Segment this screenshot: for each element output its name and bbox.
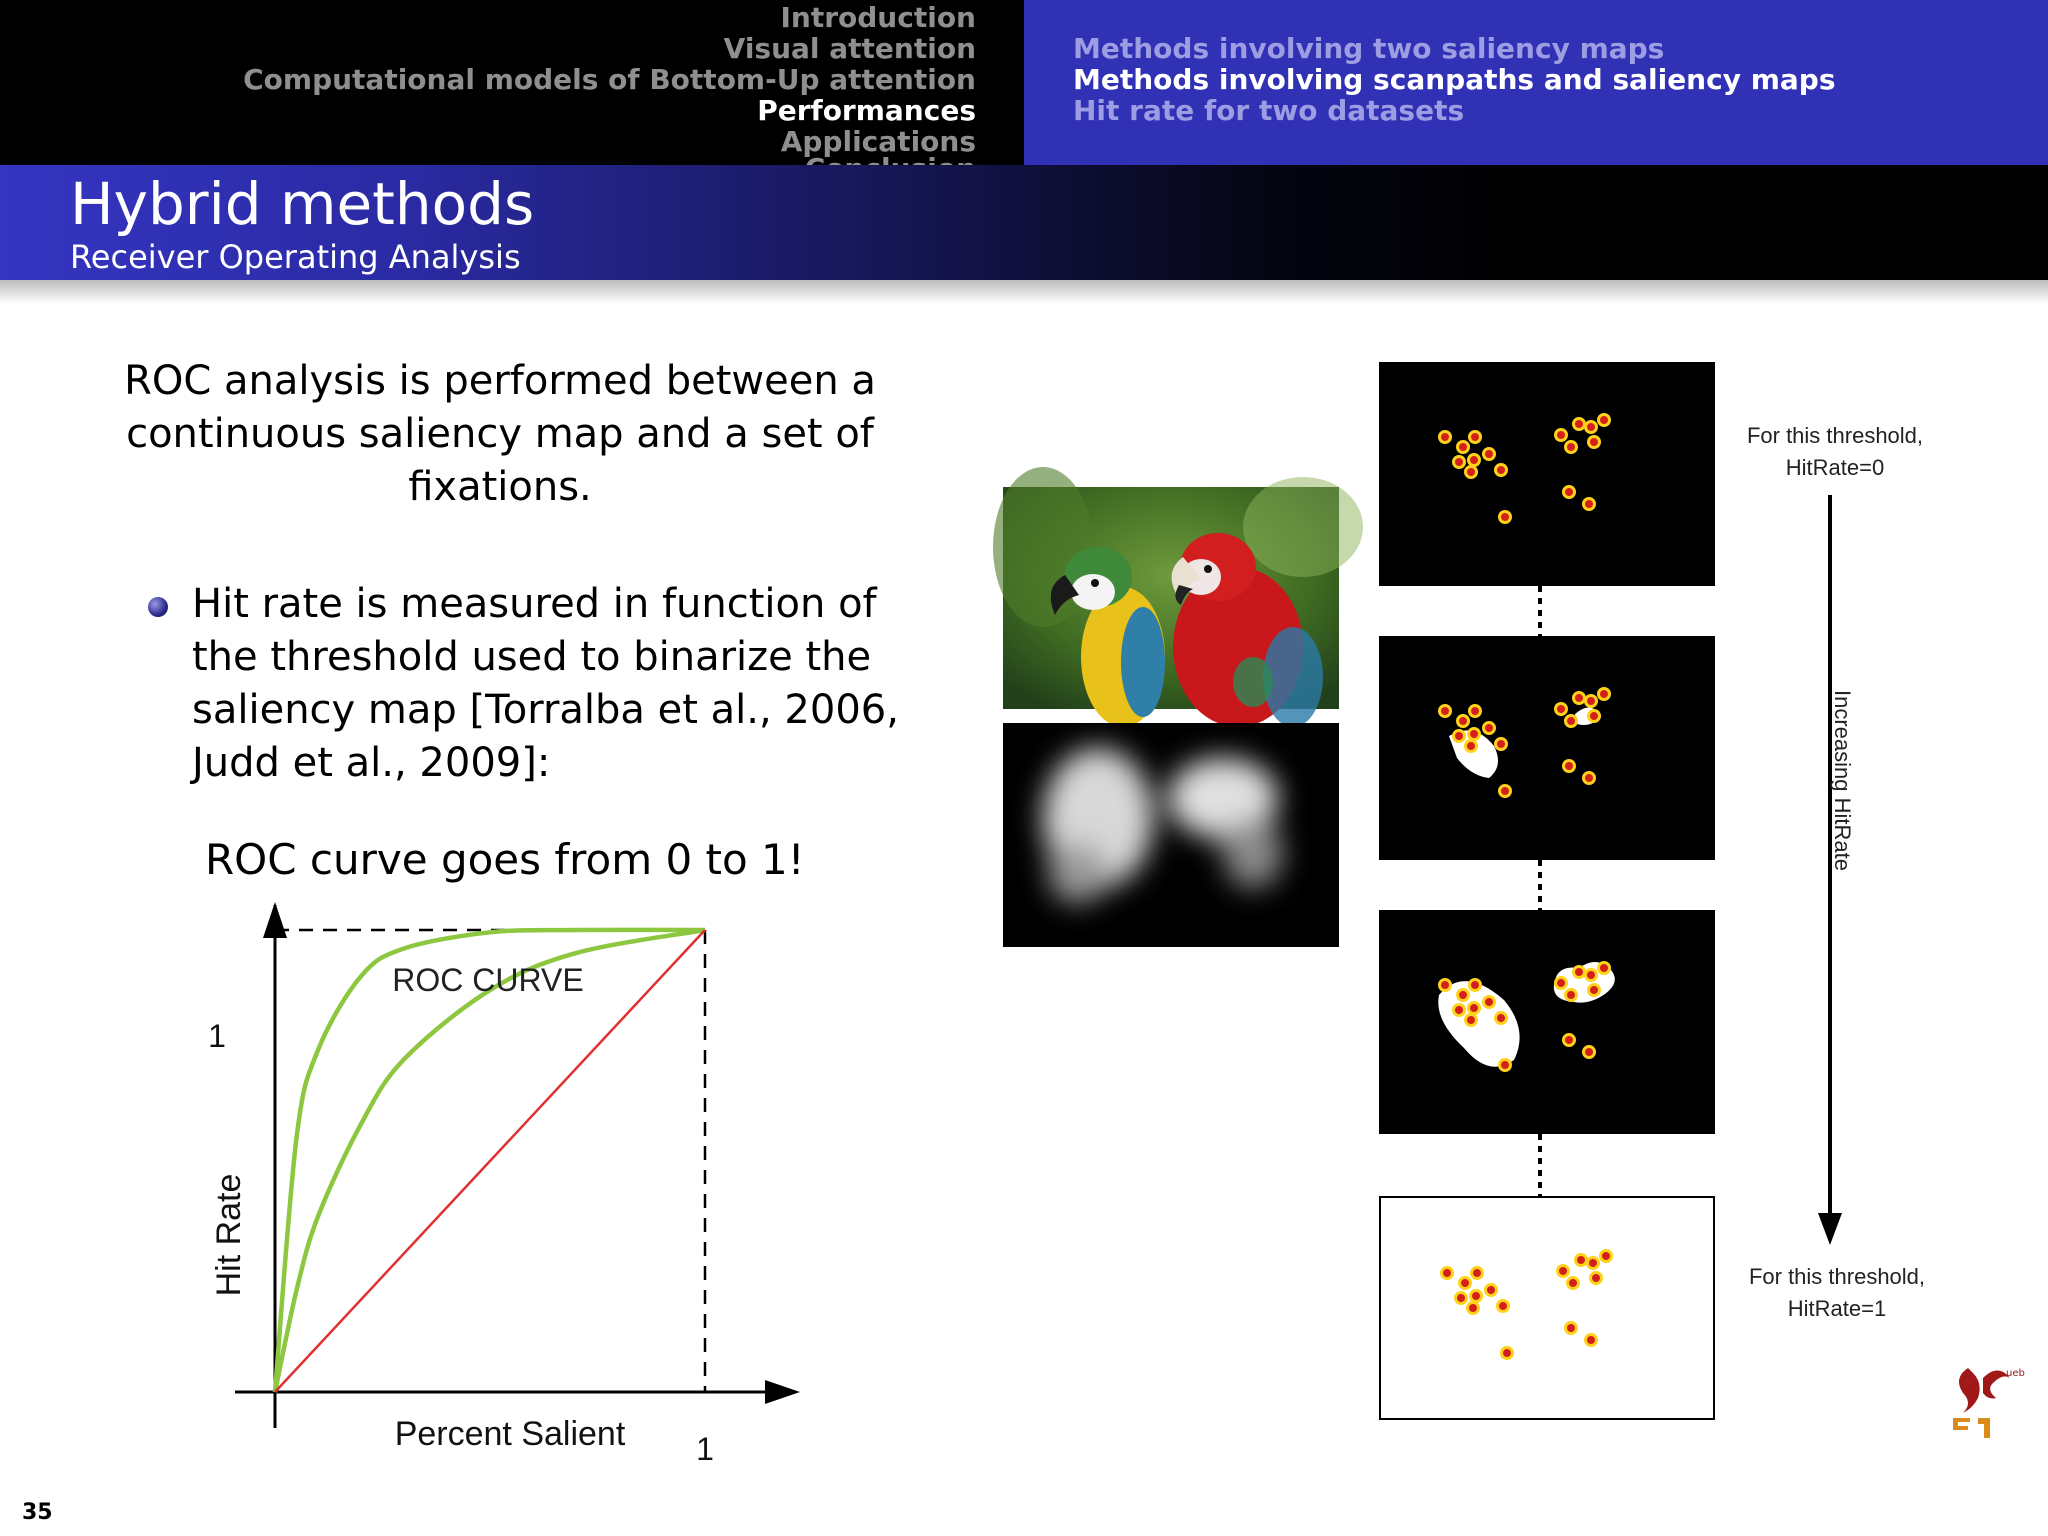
fixation-point bbox=[1566, 1323, 1577, 1334]
fixation-point bbox=[1502, 1348, 1513, 1359]
nav-section-conclusion[interactable] bbox=[805, 157, 976, 165]
university-logo bbox=[1948, 1358, 2028, 1438]
nav-section-computational-models[interactable]: Computational models of Bottom-Up attention bbox=[243, 63, 976, 96]
fixation-point bbox=[1469, 729, 1480, 740]
x-tick-label: 1 bbox=[696, 1431, 714, 1467]
fixation-point bbox=[1466, 741, 1477, 752]
fixation-point bbox=[1458, 716, 1469, 727]
fixation-point bbox=[1566, 990, 1577, 1001]
fixation-point bbox=[1586, 1335, 1597, 1346]
fixation-point bbox=[1440, 706, 1451, 717]
fixation-point bbox=[1484, 997, 1495, 1008]
fixation-point bbox=[1470, 980, 1481, 991]
map-connectors bbox=[1530, 586, 1550, 1196]
parrots-photo bbox=[1003, 487, 1339, 709]
saliency-map-image bbox=[1003, 723, 1339, 947]
fixation-point bbox=[1574, 419, 1585, 430]
fixation-point bbox=[1469, 455, 1480, 466]
nav-subsection-two-saliency-maps[interactable]: Methods involving two saliency maps bbox=[1073, 32, 1665, 65]
roc-chart bbox=[195, 890, 820, 1480]
x-axis-label: Percent Salient bbox=[394, 1415, 626, 1453]
nav-section-visual-attention[interactable]: Visual attention bbox=[723, 32, 976, 65]
fixation-point bbox=[1454, 731, 1465, 742]
fixation-point bbox=[1566, 442, 1577, 453]
fixation-point bbox=[1496, 465, 1507, 476]
y-tick-label: 1 bbox=[208, 1018, 226, 1054]
fixation-point bbox=[1589, 985, 1600, 996]
bullet-icon bbox=[148, 597, 168, 617]
slide-number: 35 bbox=[22, 1500, 53, 1525]
fixation-point bbox=[1460, 1278, 1471, 1289]
roc-series-line-3 bbox=[275, 930, 705, 1392]
fixation-point bbox=[1584, 1047, 1595, 1058]
nav-section-performances[interactable]: Performances bbox=[757, 94, 976, 127]
fixation-point bbox=[1586, 696, 1597, 707]
fixation-point bbox=[1574, 967, 1585, 978]
frame-subtitle: Receiver Operating Analysis bbox=[70, 238, 521, 276]
nav-subsection-scanpaths-saliency[interactable]: Methods involving scanpaths and saliency maps bbox=[1073, 63, 1836, 96]
fixation-point bbox=[1556, 704, 1567, 715]
fixation-point bbox=[1442, 1268, 1453, 1279]
fixation-point bbox=[1601, 1251, 1612, 1262]
fixation-point bbox=[1458, 990, 1469, 1001]
y-axis-arrow-icon bbox=[263, 902, 287, 938]
threshold-map-hitrate-1 bbox=[1379, 1196, 1715, 1420]
fixation-point bbox=[1574, 693, 1585, 704]
increasing-hitrate-label: Increasing HitRate bbox=[1830, 690, 1855, 871]
label-hitrate-1 bbox=[1737, 1261, 1937, 1325]
fixation-point bbox=[1472, 1268, 1483, 1279]
fixation-point bbox=[1498, 1301, 1509, 1312]
label-hitrate-0-text: For this threshold, HitRate=0 bbox=[1746, 423, 1924, 480]
fixation-point bbox=[1558, 1266, 1569, 1277]
roc-note: ROC curve goes from 0 to 1! bbox=[205, 835, 805, 884]
fixation-point bbox=[1588, 1258, 1599, 1269]
fixation-point bbox=[1556, 978, 1567, 989]
down-arrow-icon bbox=[1818, 1213, 1842, 1245]
fixation-point bbox=[1484, 723, 1495, 734]
fixation-point bbox=[1576, 1255, 1587, 1266]
fixation-point bbox=[1496, 1013, 1507, 1024]
fixation-point bbox=[1564, 1035, 1575, 1046]
fixation-point bbox=[1591, 1273, 1602, 1284]
fixation-point bbox=[1564, 487, 1575, 498]
fixation-point bbox=[1586, 970, 1597, 981]
fixation-point bbox=[1440, 980, 1451, 991]
fixation-point bbox=[1556, 430, 1567, 441]
threshold-map-hitrate-0 bbox=[1379, 362, 1715, 586]
fixation-point bbox=[1440, 432, 1451, 443]
frame-title: Hybrid methods bbox=[70, 170, 535, 238]
nav-section-applications[interactable]: Applications bbox=[780, 125, 976, 158]
y-axis-label: Hit Rate bbox=[210, 1173, 248, 1297]
fixation-points bbox=[1442, 1251, 1612, 1359]
fixation-point bbox=[1586, 422, 1597, 433]
fixation-point bbox=[1500, 786, 1511, 797]
chart-marks bbox=[275, 930, 705, 1392]
fixation-point bbox=[1470, 432, 1481, 443]
nav-subsection-hit-rate[interactable]: Hit rate for two datasets bbox=[1073, 94, 1465, 127]
fixation-point bbox=[1599, 963, 1610, 974]
fixation-point bbox=[1454, 1005, 1465, 1016]
increasing-hitrate-arrow bbox=[1810, 495, 1850, 1250]
fixation-point bbox=[1496, 739, 1507, 750]
fixation-point bbox=[1458, 442, 1469, 453]
fixation-point bbox=[1566, 716, 1577, 727]
fixation-point bbox=[1484, 449, 1495, 460]
fixation-point bbox=[1589, 437, 1600, 448]
fixation-point bbox=[1454, 457, 1465, 468]
fixation-point bbox=[1469, 1003, 1480, 1014]
intro-paragraph: ROC analysis is performed between a continuous saliency map and a set of fixations. bbox=[124, 358, 876, 510]
fixation-point bbox=[1486, 1285, 1497, 1296]
fixation-points bbox=[1440, 689, 1610, 797]
nav-section-introduction[interactable]: Introduction bbox=[780, 1, 976, 34]
fixation-point bbox=[1466, 1015, 1477, 1026]
fixation-point bbox=[1584, 499, 1595, 510]
bullet-text: Hit rate is measured in function of the threshold used to binarize the saliency map [Torralba et al., 2006, Judd et al., 2009]: bbox=[192, 581, 899, 786]
fixation-point bbox=[1584, 773, 1595, 784]
svg-text:ueb: ueb bbox=[2006, 1368, 2025, 1379]
fixation-point bbox=[1500, 512, 1511, 523]
fixation-points bbox=[1440, 415, 1610, 523]
fixation-point bbox=[1589, 711, 1600, 722]
title-bar-shadow bbox=[0, 280, 2048, 304]
label-hitrate-1-text: For this threshold, HitRate=1 bbox=[1748, 1264, 1926, 1321]
fixation-point bbox=[1470, 706, 1481, 717]
fixation-point bbox=[1599, 415, 1610, 426]
fixation-point bbox=[1568, 1278, 1579, 1289]
fixation-point bbox=[1468, 1303, 1479, 1314]
label-hitrate-0 bbox=[1735, 420, 1935, 484]
fixation-point bbox=[1466, 467, 1477, 478]
fixation-point bbox=[1599, 689, 1610, 700]
chart-title: ROC CURVE bbox=[392, 962, 584, 998]
fixation-point bbox=[1564, 761, 1575, 772]
fixation-point bbox=[1456, 1293, 1467, 1304]
fixation-point bbox=[1500, 1060, 1511, 1071]
fixation-point bbox=[1471, 1291, 1482, 1302]
x-axis-arrow-icon bbox=[765, 1380, 800, 1404]
